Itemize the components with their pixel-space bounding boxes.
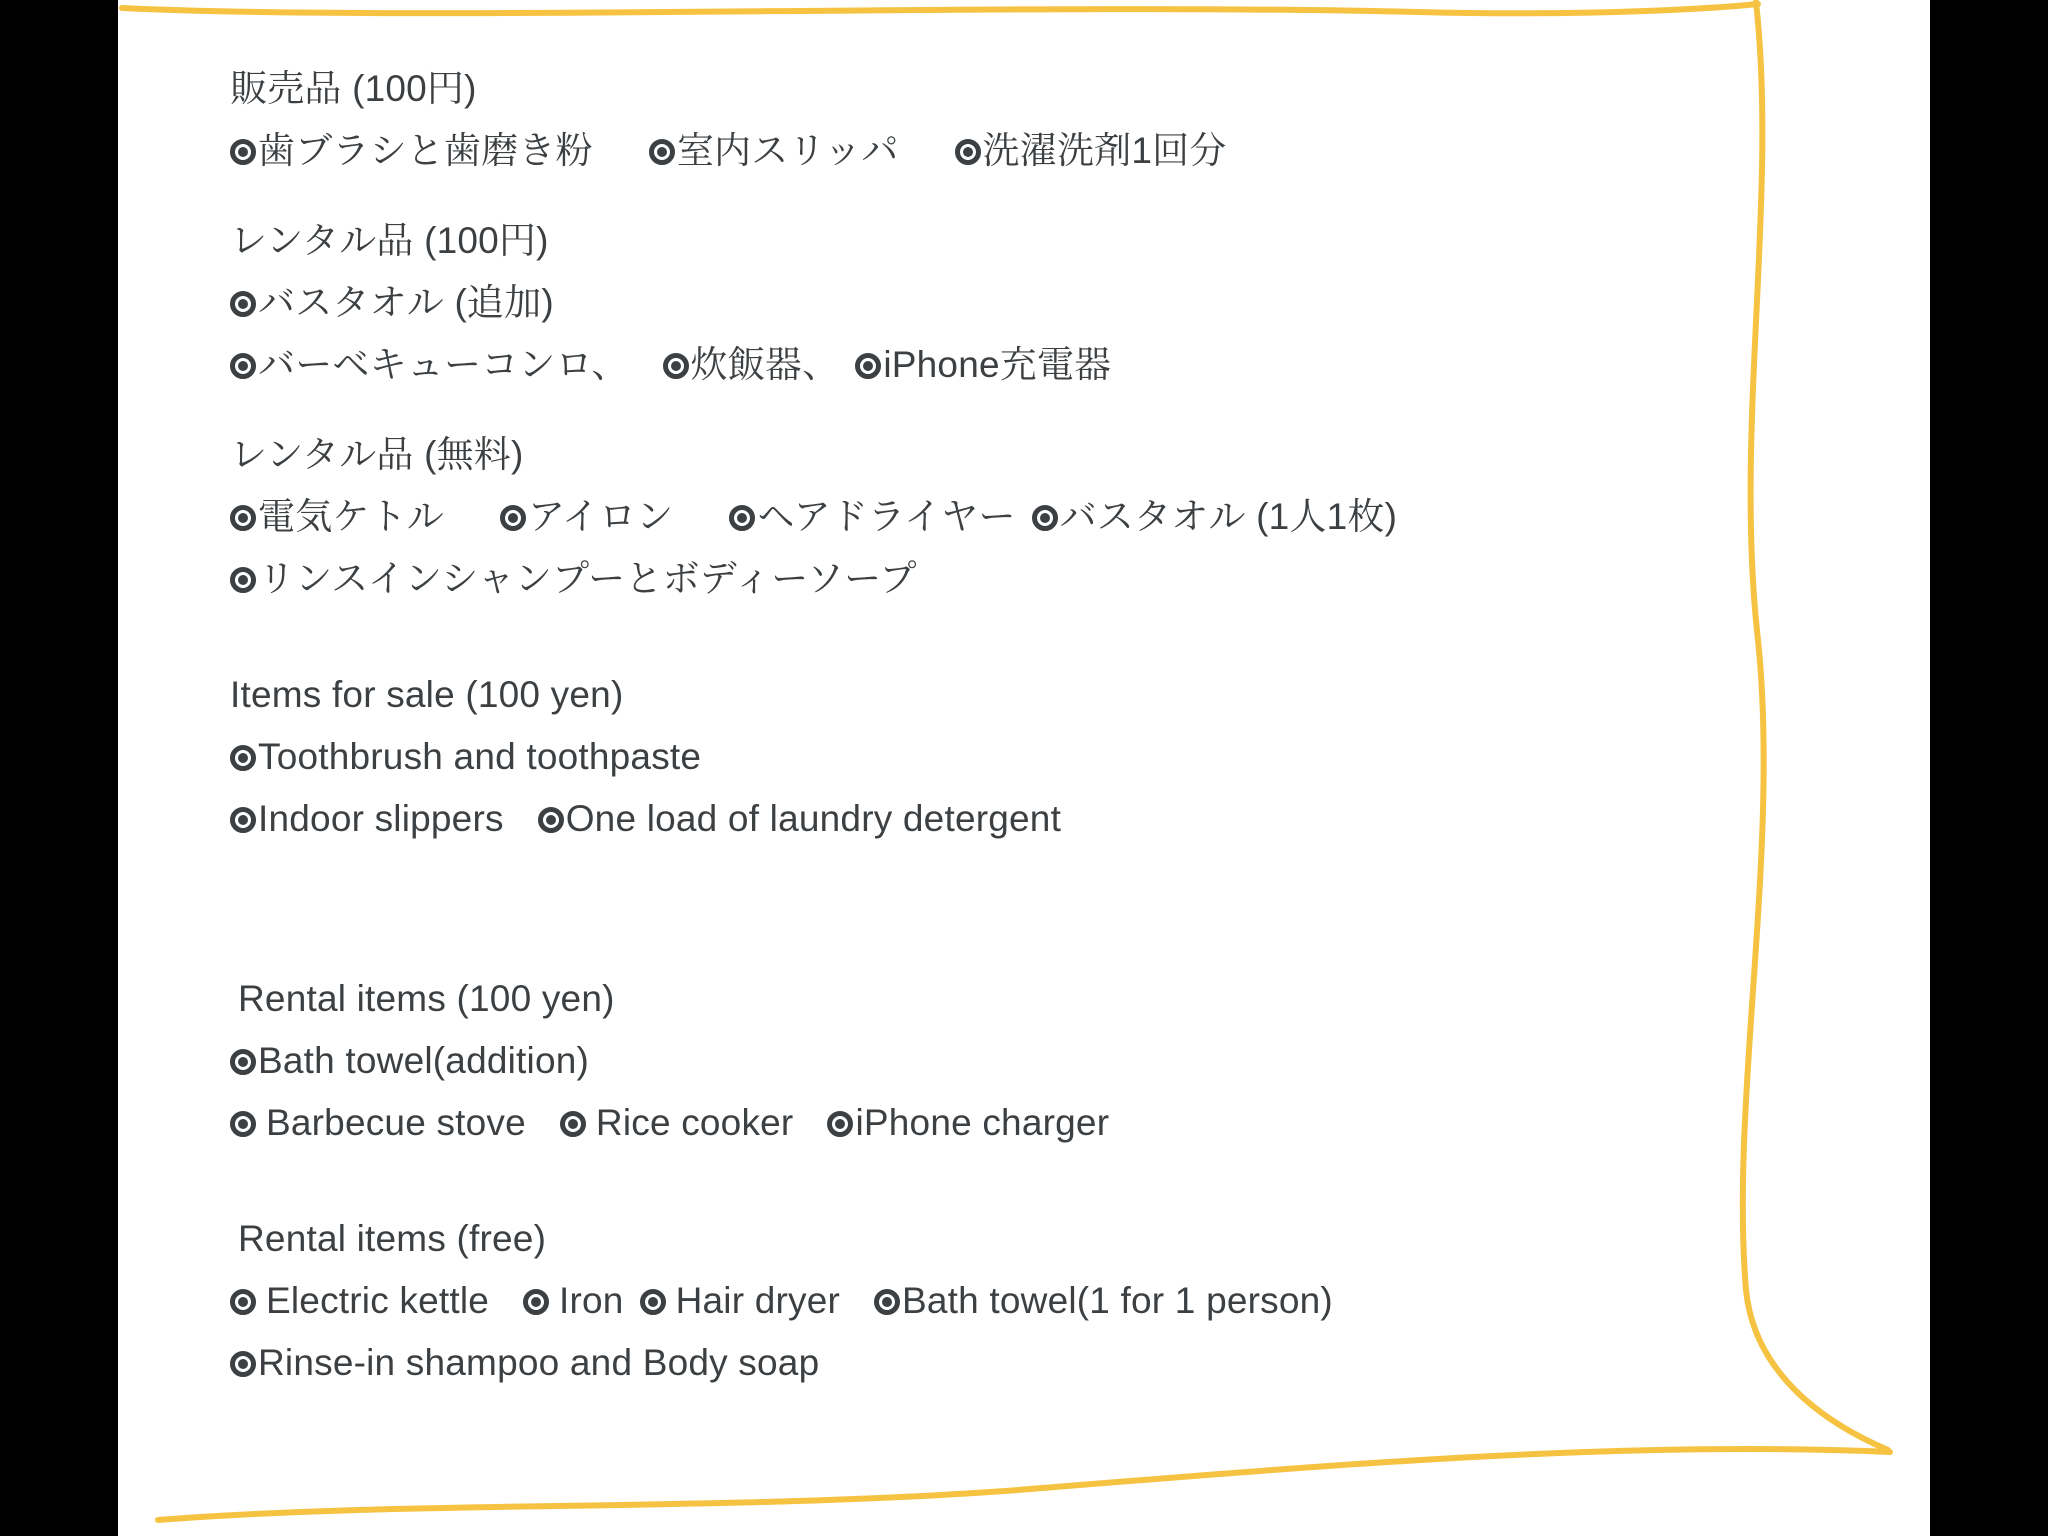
filled-circle-bullet-icon	[955, 139, 981, 165]
list-item-label: One load of laundry detergent	[565, 798, 1062, 839]
list-item	[874, 1270, 1333, 1332]
section-heading: レンタル品 (無料)	[230, 434, 524, 475]
filled-circle-bullet-icon	[230, 567, 256, 593]
item-row	[230, 1332, 1790, 1394]
section-heading: Rental items (free)	[238, 1218, 547, 1259]
list-item	[827, 1092, 1109, 1154]
list-item	[230, 788, 504, 850]
filled-circle-bullet-icon	[230, 139, 256, 165]
filled-circle-bullet-icon	[663, 353, 689, 379]
section-heading: 販売品 (100円)	[230, 68, 477, 109]
item-row	[230, 1092, 1790, 1154]
section-rental-items-free-ja	[230, 424, 1790, 610]
item-row	[230, 486, 1790, 548]
document-body	[230, 58, 1790, 1394]
list-item-label: Bath towel(addition)	[258, 1040, 590, 1081]
list-item-label: Iron	[559, 1280, 624, 1321]
list-item-label: Rinse-in shampoo and Body soap	[258, 1342, 820, 1383]
section-rental-items-paid-ja	[230, 210, 1790, 396]
list-item-label: バスタオル (追加)	[258, 282, 554, 323]
section-gap	[230, 1154, 1790, 1208]
section-heading: レンタル品 (100円)	[230, 220, 549, 261]
section-rental-items-free-en	[230, 1208, 1790, 1394]
item-row	[230, 120, 1790, 182]
filled-circle-bullet-icon	[230, 1111, 256, 1137]
list-item-label: Bath towel(1 for 1 person)	[902, 1280, 1333, 1321]
list-item-label: バーベキューコンロ、	[258, 344, 629, 385]
filled-circle-bullet-icon	[230, 745, 256, 771]
filled-circle-bullet-icon	[560, 1111, 586, 1137]
section-items-for-sale-ja	[230, 58, 1790, 182]
filled-circle-bullet-icon	[640, 1289, 666, 1315]
item-row	[230, 788, 1790, 850]
item-row	[230, 272, 1790, 334]
list-item-label: 室内スリッパ	[676, 130, 899, 171]
list-item-label: ヘアドライヤー	[757, 496, 1016, 537]
list-item	[523, 1270, 624, 1332]
filled-circle-bullet-icon	[855, 353, 881, 379]
section-rental-items-paid-en	[230, 968, 1790, 1154]
list-item	[230, 1092, 526, 1154]
item-row	[230, 548, 1790, 610]
list-item-label: バスタオル (1人1枚)	[1059, 496, 1398, 537]
list-item-label: iPhone充電器	[883, 344, 1112, 385]
filled-circle-bullet-icon	[230, 1351, 256, 1377]
filled-circle-bullet-icon	[230, 1049, 256, 1075]
list-item	[955, 120, 1227, 182]
list-item-label: 炊飯器、	[690, 344, 840, 385]
section-gap	[230, 850, 1790, 968]
list-item	[230, 120, 593, 182]
filled-circle-bullet-icon	[729, 505, 755, 531]
filled-circle-bullet-icon	[230, 807, 256, 833]
item-row	[230, 334, 1790, 396]
list-item	[230, 1332, 819, 1394]
list-item-label: 電気ケトル	[258, 496, 444, 537]
list-item	[729, 486, 1015, 548]
list-item	[560, 1092, 794, 1154]
list-item-label: 歯ブラシと歯磨き粉	[258, 130, 593, 171]
filled-circle-bullet-icon	[1032, 505, 1058, 531]
item-row	[230, 726, 1790, 788]
list-item-label: リンスインシャンプーとボディーソープ	[258, 558, 917, 599]
item-row	[230, 1030, 1790, 1092]
filled-circle-bullet-icon	[523, 1289, 549, 1315]
filled-circle-bullet-icon	[827, 1111, 853, 1137]
section-heading: Items for sale (100 yen)	[230, 674, 624, 715]
list-item	[230, 486, 444, 548]
list-item	[230, 1030, 589, 1092]
list-item	[855, 334, 1111, 396]
list-item	[663, 334, 840, 396]
filled-circle-bullet-icon	[230, 505, 256, 531]
filled-circle-bullet-icon	[538, 807, 564, 833]
list-item-label: Rice cooker	[595, 1102, 794, 1143]
list-item-label: iPhone charger	[855, 1102, 1110, 1143]
list-item	[500, 486, 673, 548]
list-item-label: Barbecue stove	[266, 1102, 526, 1143]
list-item	[230, 548, 917, 610]
filled-circle-bullet-icon	[500, 505, 526, 531]
list-item-label: Indoor slippers	[258, 798, 504, 839]
section-gap	[230, 396, 1790, 424]
list-item-label: 洗濯洗剤1回分	[982, 130, 1227, 171]
list-item	[1032, 486, 1397, 548]
list-item-label: Hair dryer	[675, 1280, 840, 1321]
list-item-label: Electric kettle	[266, 1280, 490, 1321]
section-gap	[230, 610, 1790, 664]
filled-circle-bullet-icon	[230, 1289, 256, 1315]
list-item	[649, 120, 899, 182]
section-heading: Rental items (100 yen)	[238, 978, 615, 1019]
list-item	[538, 788, 1061, 850]
filled-circle-bullet-icon	[230, 291, 256, 317]
filled-circle-bullet-icon	[230, 353, 256, 379]
filled-circle-bullet-icon	[874, 1289, 900, 1315]
list-item	[230, 334, 629, 396]
filled-circle-bullet-icon	[649, 139, 675, 165]
list-item	[230, 726, 701, 788]
list-item	[230, 1270, 489, 1332]
list-item-label: Toothbrush and toothpaste	[258, 736, 702, 777]
list-item-label: アイロン	[528, 496, 674, 537]
list-item	[230, 272, 554, 334]
list-item	[640, 1270, 840, 1332]
section-items-for-sale-en	[230, 664, 1790, 850]
section-gap	[230, 182, 1790, 210]
item-row	[230, 1270, 1790, 1332]
